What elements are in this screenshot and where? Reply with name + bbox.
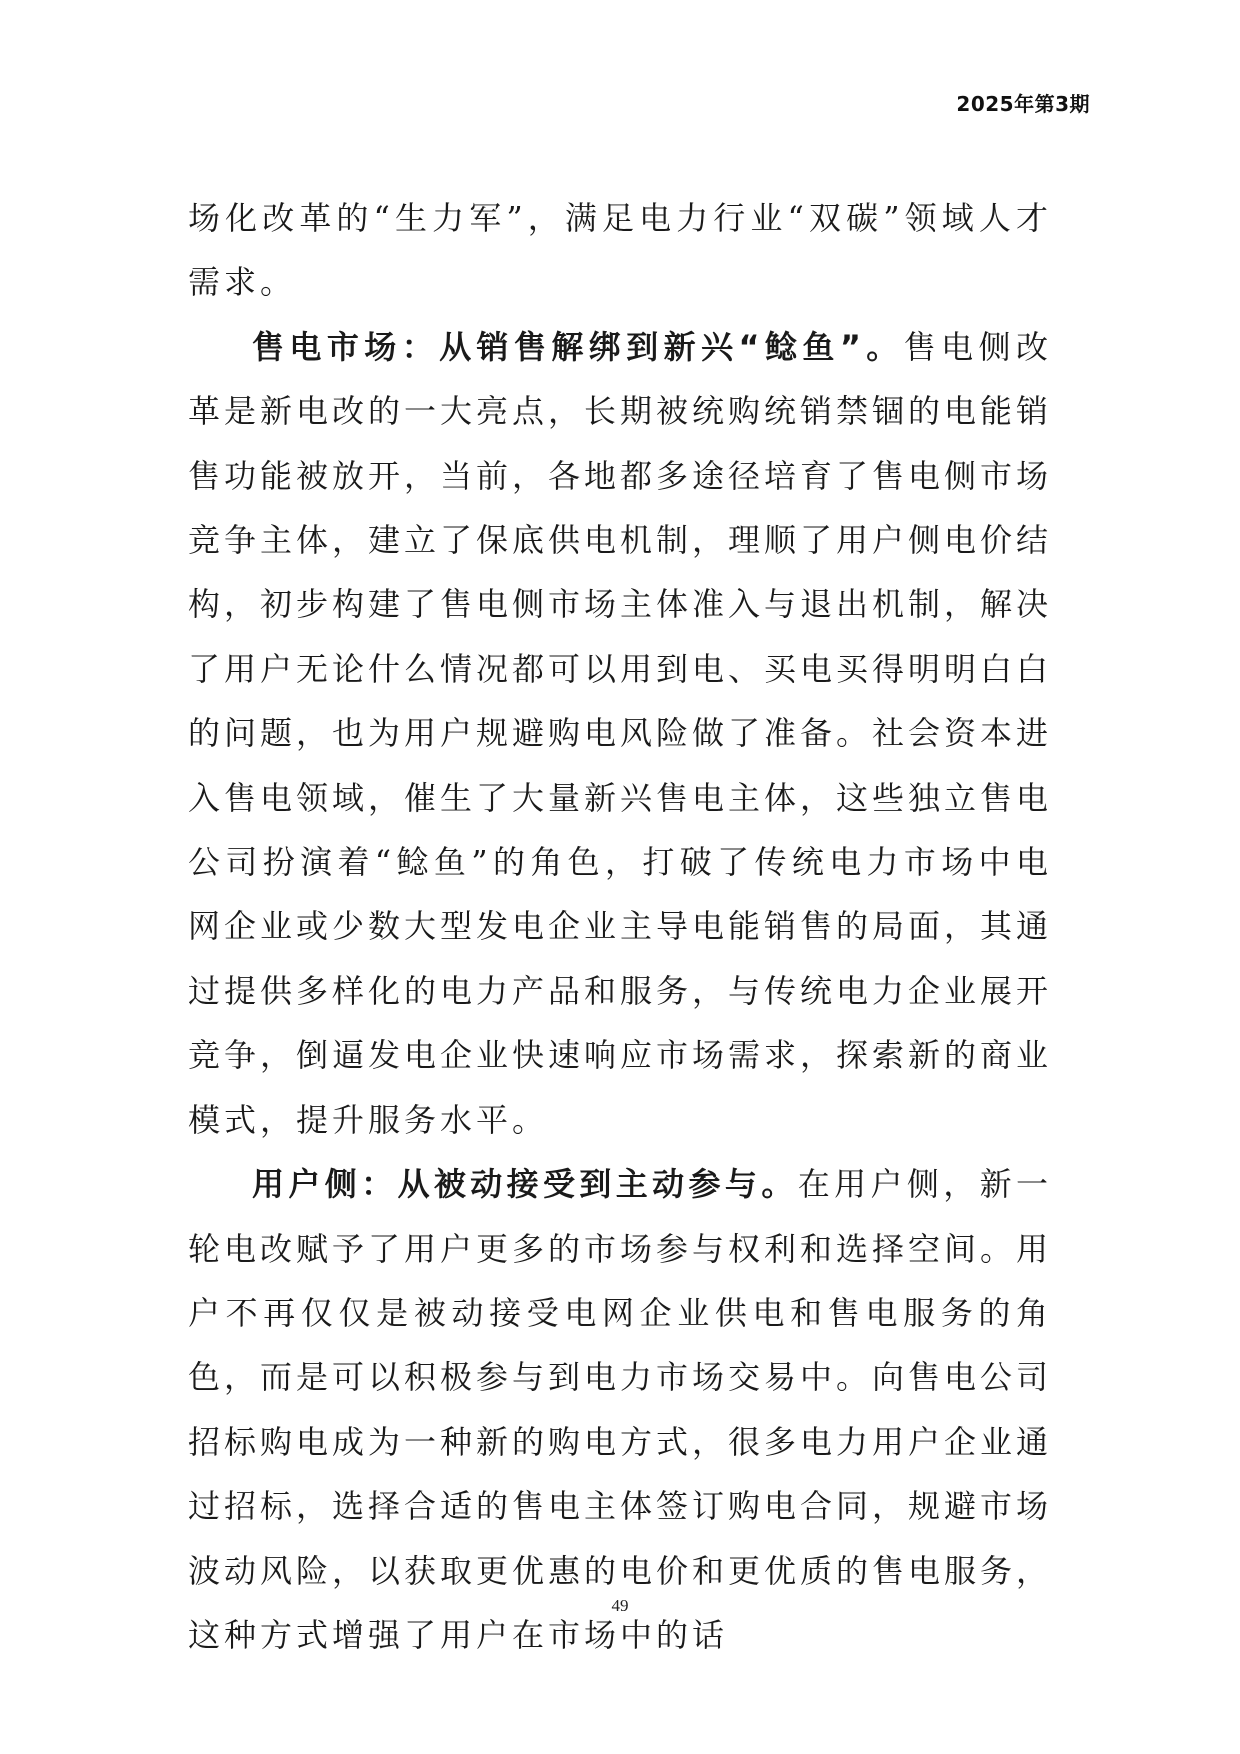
article-body — [188, 186, 1052, 1667]
issue-label: 2025年第3期 — [956, 92, 1090, 116]
page-number: 49 — [611, 1596, 629, 1615]
paragraph-text: 场化改革的“生力军”，满足电力行业“双碳”领域人才需求。 — [188, 199, 1052, 302]
paragraph-lead-heading: 售电市场：从销售解绑到新兴“鲶鱼”。 — [252, 327, 904, 366]
paragraph-continuation — [188, 186, 1052, 315]
paragraph-lead-heading: 用户侧：从被动接受到主动参与。 — [252, 1165, 798, 1204]
paragraph-electricity-sales-market — [188, 315, 1052, 1152]
paragraph-text: 售电侧改革是新电改的一大亮点，长期被统购统销禁锢的电能销售功能被放开，当前，各地都多途径培育了售电侧市场竞争主体，建立了保底供电机制，理顺了用户侧电价结构，初步构建了售电侧市场主体准入与退出机制，解决了用户无论什么情况都可以用到电、买电买得明明白白的问题，也为用户规避购电风险做了准备。社会资本进入售电领域，催生了大量新兴售电主体，这些独立售电公司扮演着“鲶鱼”的角色，打破了传统电力市场中电网企业或少数大型发电企业主导电能销售的局面，其通过提供多样化的电力产品和服务，与传统电力企业展开竞争，倒逼发电企业快速响应市场需求，探索新的商业模式，提升服务水平。 — [188, 327, 1053, 1139]
paragraph-user-side — [188, 1152, 1052, 1667]
paragraph-text: 在用户侧，新一轮电改赋予了用户更多的市场参与权利和选择空间。用户不再仅仅是被动接受电网企业供电和售电服务的角色，而是可以积极参与到电力市场交易中。向售电公司招标购电成为一种新的购电方式，很多电力用户企业通过招标，选择合适的售电主体签订购电合同，规避市场波动风险，以获取更优惠的电价和更优质的售电服务，这种方式增强了用户在市场中的话 — [188, 1165, 1053, 1654]
